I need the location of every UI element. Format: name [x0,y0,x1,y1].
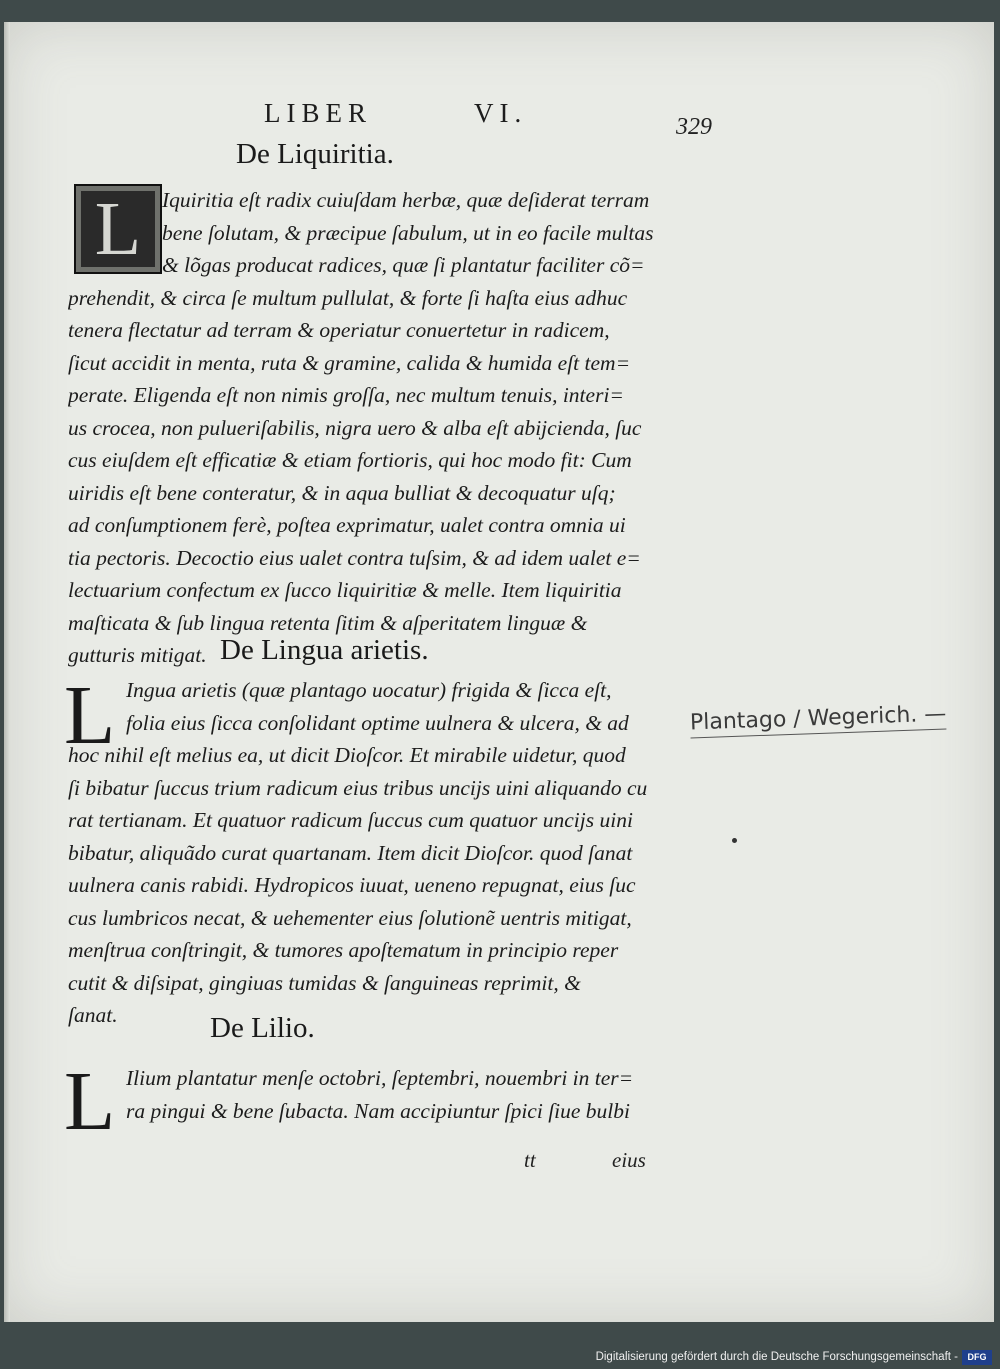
text-line: uulnera canis rabidi. Hydropicos iuuat, ueneno repugnat, eius ſuc [68,873,636,897]
running-head-left: LIBER [264,98,372,128]
section-body-lilio [68,1062,658,1127]
page-number: 329 [676,114,712,140]
section-heading-lingua-arietis: De Lingua arietis. [220,634,429,666]
text-line: ſi bibatur ſuccus trium radicum eius tribus uncijs uini aliquando cu [68,775,648,800]
section-heading-liquiritia: De Liquiritia. [236,138,394,170]
text-line: tia pectoris. Decoctio eius ualet contra tuſsim, & ad idem ualet e= [68,545,641,570]
text-line: folia eius ſicca conſolidant optime uulnera & ulcera, & ad [126,710,629,735]
initial-letter: L [64,1055,116,1148]
handwritten-marginal-note: Plantago / Wegerich. — [690,702,947,739]
text-line: bibatur, aliquãdo curat quartanam. Item dicit Dioſcor. quod ſanat [68,840,633,865]
footer-credit: Digitalisierung gefördert durch die Deutsche Forschungsgemeinschaft - [595,1351,958,1363]
catchword: eius [612,1148,646,1172]
section-body-liquiritia [68,184,658,672]
text-line: lectuarium confectum ex ſucco liquiritiæ & melle. Item liquiritia [68,578,622,602]
text-line: ra pingui & bene ſubacta. Nam accipiuntur ſpici ſiue bulbi [126,1098,631,1123]
text-line: cus lumbricos necat, & uehementer eius ſolutionẽ uentris mitigat, [68,905,632,930]
viewer-footer [0,1329,1000,1369]
ink-dot [732,838,737,843]
text-line: uiridis eſt bene conteratur, & in aqua bulliat & decoquatur uſq; [68,480,616,505]
running-head-right: VI. [474,98,528,128]
text-line: cus eiuſdem eſt efficatiæ & etiam fortioris, qui hoc modo fit: Cum [68,448,632,472]
text-line: & lõgas producat radices, quæ ſi plantatur faciliter cõ= [162,253,645,277]
initial-letter: L [64,669,116,762]
text-line: ſanat. [68,1003,118,1027]
text-line: tenera flectatur ad terram & operiatur conuertetur in radicem, [68,318,610,342]
text-line: ad conſumptionem ferè, poſtea exprimatur, ualet contra omnia ui [68,513,626,537]
text-line: menſtrua conſtringit, & tumores apoſtematum in principio reper [68,938,619,962]
section-body-lingua-arietis [68,674,658,1032]
text-line: rat tertianam. Et quatuor radicum ſuccus cum quatuor uncijs uini [68,808,633,832]
text-line: Iquiritia eſt radix cuiuſdam herbæ, quæ deſiderat terram [162,188,650,212]
page-edge [4,22,10,1322]
text-line: prehendit, & circa ſe multum pullulat, & forte ſi haſta eius adhuc [68,285,628,310]
dfg-logo-icon: DFG [962,1350,992,1365]
text-line: ſicut accidit in menta, ruta & gramine, calida & humida eſt tem= [68,350,631,375]
text-line: bene ſolutam, & præcipue ſabulum, ut in eo facile multas [162,220,654,245]
text-line: perate. Eligenda eſt non nimis groſſa, nec multum tenuis, interi= [68,383,624,407]
text-line: Ingua arietis (quæ plantago uocatur) frigida & ſicca eſt, [126,678,612,702]
text-line: maſticata & ſub lingua retenta ſitim & aſperitatem linguæ & [68,610,588,635]
text-line: cutit & diſsipat, gingiuas tumidas & ſanguineas reprimit, & [68,970,581,995]
book-page [4,22,994,1322]
section-heading-lilio: De Lilio. [210,1012,315,1044]
text-line: us crocea, non pulueriſabilis, nigra uero & alba eſt abijcienda, ſuc [68,415,642,440]
text-line: Ilium plantatur menſe octobri, ſeptembri, nouembri in ter= [126,1066,634,1090]
text-line: gutturis mitigat. [68,643,207,667]
decorated-initial-letter: L [94,187,142,271]
text-line: hoc nihil eſt melius ea, ut dicit Dioſcor. Et mirabile uidetur, quod [68,743,626,767]
signature-mark: tt [524,1148,536,1172]
